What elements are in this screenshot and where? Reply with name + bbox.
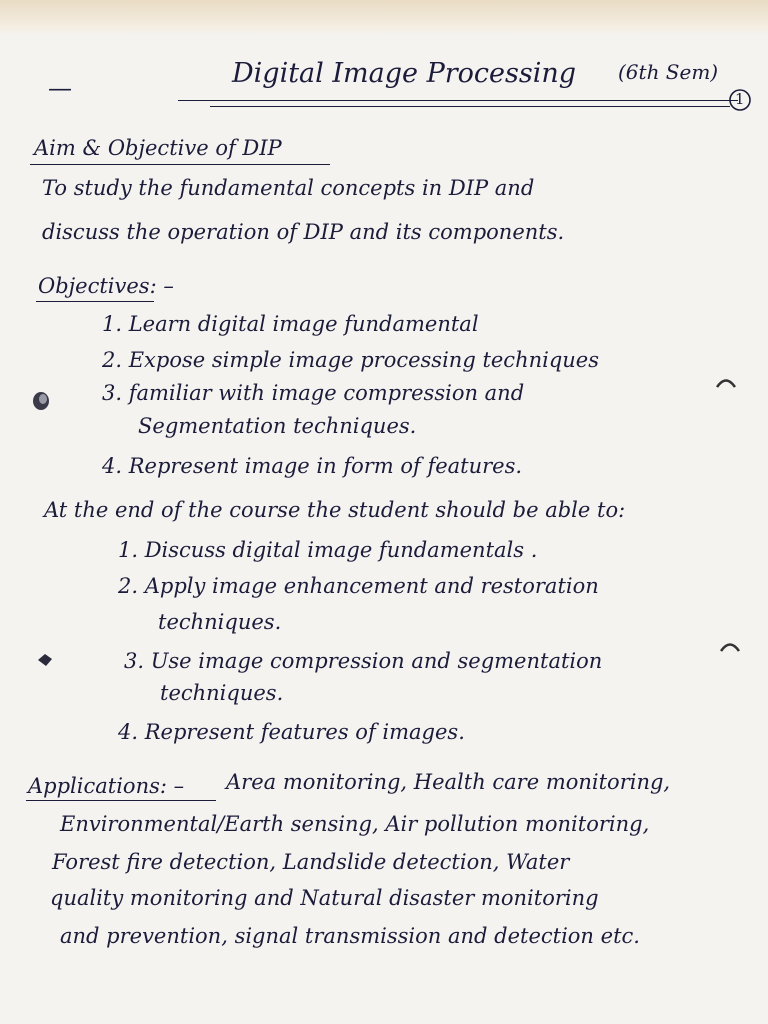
objective-item-2: 2. Expose simple image processing techniques <box>102 348 600 372</box>
punch-hole-icon <box>30 390 52 412</box>
page-top-edge <box>0 0 768 36</box>
outcome-item-4: 4. Represent features of images. <box>118 720 465 744</box>
page-number: 1 <box>735 90 745 108</box>
objectives-underline <box>36 301 154 302</box>
aim-heading-underline <box>30 164 330 165</box>
ring-hole-arc-icon <box>718 638 742 654</box>
outcome-item-1: 1. Discuss digital image fundamentals . <box>118 538 538 562</box>
objective-item-3-continued: Segmentation techniques. <box>138 414 417 438</box>
title-underline-1 <box>178 100 738 101</box>
ring-hole-arc-icon <box>714 374 738 390</box>
outcome-item-3: 3. Use image compression and segmentation <box>124 649 603 673</box>
outcome-item-3-continued: techniques. <box>160 681 284 705</box>
aim-heading: Aim & Objective of DIP <box>34 136 282 160</box>
applications-line-1: Area monitoring, Health care monitoring, <box>226 770 671 794</box>
applications-line-2: Environmental/Earth sensing, Air pollution monitoring, <box>60 812 650 836</box>
ink-smudge-icon <box>36 652 54 668</box>
objective-item-4: 4. Represent image in form of features. <box>102 454 523 478</box>
applications-underline <box>26 800 216 801</box>
outcomes-intro: At the end of the course the student should be able to: <box>44 498 626 522</box>
outcome-item-2: 2. Apply image enhancement and restoration <box>118 574 599 598</box>
objective-item-3: 3. familiar with image compression and <box>102 381 525 405</box>
outcome-item-2-continued: techniques. <box>158 610 282 634</box>
margin-dash: — <box>48 74 72 102</box>
title-underline-2 <box>210 106 730 107</box>
objectives-heading: Objectives: – <box>38 274 174 298</box>
page-title: Digital Image Processing <box>232 58 577 89</box>
applications-heading: Applications: – <box>28 774 185 798</box>
aim-line-1: To study the fundamental concepts in DIP and <box>42 176 535 200</box>
aim-line-2: discuss the operation of DIP and its components. <box>42 220 565 244</box>
semester-label: (6th Sem) <box>618 60 719 84</box>
applications-line-3: Forest fire detection, Landslide detection, Water <box>52 850 570 874</box>
applications-line-4: quality monitoring and Natural disaster monitoring <box>50 886 599 910</box>
applications-line-5: and prevention, signal transmission and detection etc. <box>60 924 640 948</box>
objective-item-1: 1. Learn digital image fundamental <box>102 312 479 336</box>
